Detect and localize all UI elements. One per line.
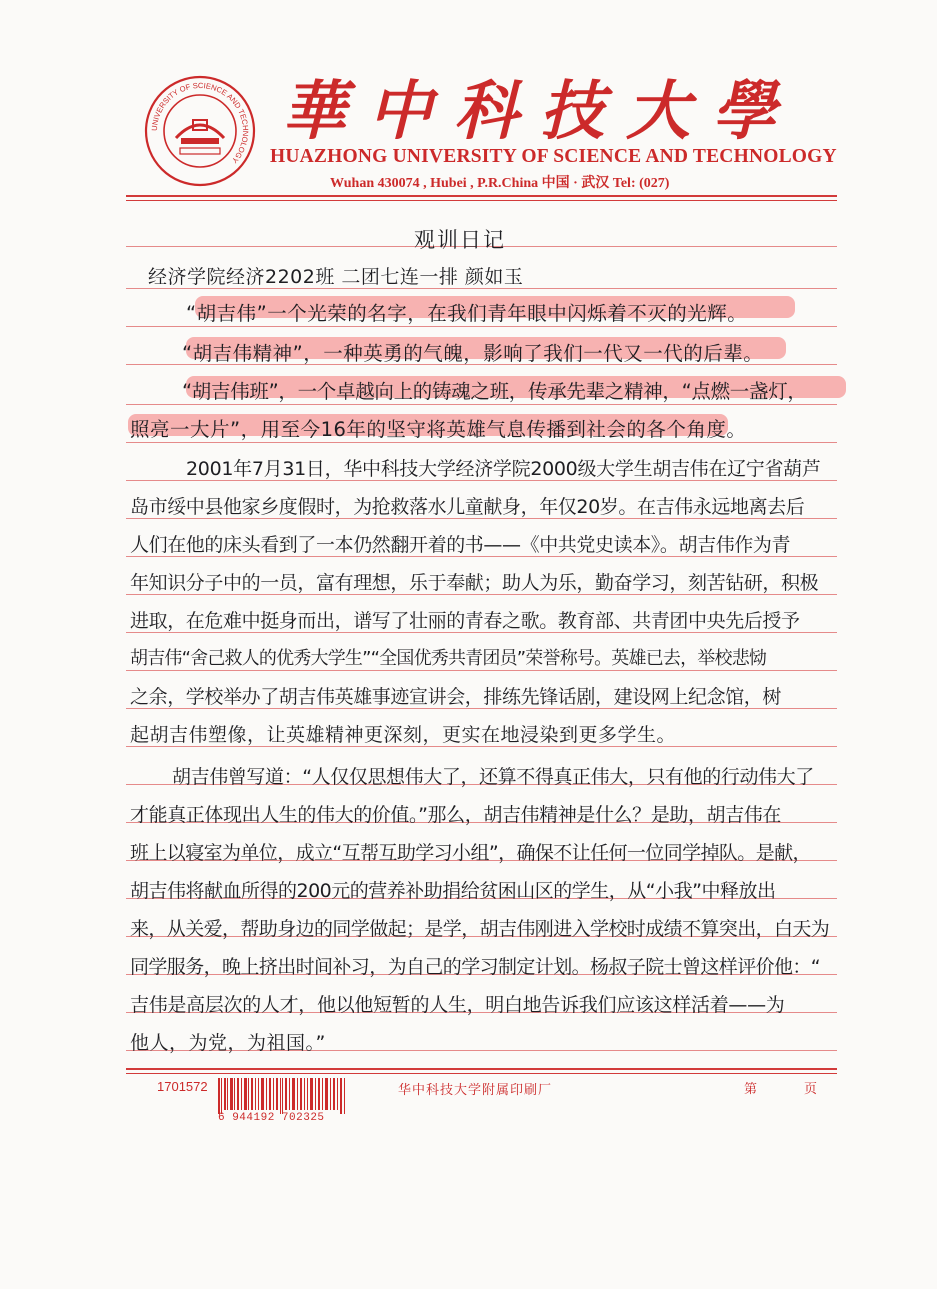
text-line: 来，从关爱，帮助身边的同学做起；是学，胡吉伟刚进入学校时成绩不算突出，白天为	[130, 918, 830, 940]
author-line: 经济学院经济2202班 二团七连一排 颜如玉	[148, 266, 524, 288]
university-name-cn: 華中科技大學	[282, 74, 798, 149]
header-rule	[126, 195, 837, 197]
seal-text: UNIVERSITY OF SCIENCE AND TECHNOLOGY	[149, 80, 251, 165]
text-line: 之余，学校举办了胡吉伟英雄事迹宣讲会，排练先锋话剧，建设网上纪念馆，树	[130, 686, 782, 708]
text-line: 同学服务，晚上挤出时间补习，为自己的学习制定计划。杨叔子院士曾这样评价他：“	[130, 956, 821, 978]
text-line: 他人，为党，为祖国。”	[130, 1032, 326, 1054]
text-line: 进取，在危难中挺身而出，谱写了壮丽的青春之歌。教育部、共青团中央先后授予	[130, 610, 800, 632]
text-line: 胡吉伟曾写道：“人仅仅思想伟大了，还算不得真正伟大，只有他的行动伟大了	[172, 766, 814, 788]
footer-rule-thin	[126, 1073, 837, 1074]
text-line: 人们在他的床头看到了一本仍然翻开着的书——《中共党史读本》。胡吉伟作为青	[130, 534, 791, 556]
printer-name: 华中科技大学附属印刷厂	[398, 1083, 553, 1098]
page-label-prefix: 第	[744, 1082, 758, 1097]
text-line: 2001年7月31日，华中科技大学经济学院2000级大学生胡吉伟在辽宁省葫芦	[186, 458, 821, 480]
text-line: 胡吉伟“舍己救人的优秀大学生”“全国优秀共青团员”荣誉称号。英雄已去，举校悲恸	[130, 648, 767, 669]
text-line: 班上以寝室为单位，成立“互帮互助学习小组”，确保不让任何一位同学掉队。是献，	[130, 842, 811, 864]
page-label-suffix: 页	[804, 1082, 818, 1097]
text-line: 起胡吉伟塑像，让英雄精神更深刻，更实在地浸染到更多学生。	[130, 724, 677, 746]
document-title: 观训日记	[414, 228, 506, 252]
ruled-line	[126, 326, 837, 327]
university-seal-icon	[143, 74, 257, 188]
text-line: 才能真正体现出人生的伟大的价值。”那么，胡吉伟精神是什么？是助，胡吉伟在	[130, 804, 781, 826]
text-line: 胡吉伟将献血所得的200元的营养补助捐给贫困山区的学生，从“小我”中释放出	[130, 880, 776, 902]
university-name-en: HUAZHONG UNIVERSITY OF SCIENCE AND TECHNOLOGY	[270, 146, 837, 167]
ruled-line	[126, 404, 837, 405]
ruled-line	[126, 442, 837, 443]
text-line: “胡吉伟班”，一个卓越向上的铸魂之班，传承先辈之精神，“点燃一盏灯，	[182, 380, 807, 403]
text-line: “胡吉伟”一个光荣的名字，在我们青年眼中闪烁着不灭的光辉。	[186, 302, 748, 325]
ruled-line	[126, 670, 837, 671]
footer-rule	[126, 1068, 837, 1070]
header-rule-thin	[126, 200, 837, 201]
text-line: 岛市绥中县他家乡度假时，为抢救落水儿童献身，年仅20岁。在吉伟永远地离去后	[130, 496, 805, 518]
barcode-icon	[218, 1078, 346, 1114]
text-line: 照亮一大片”，用至今16年的坚守将英雄气息传播到社会的各个角度。	[130, 418, 747, 441]
university-address: Wuhan 430074 , Hubei , P.R.China 中国 · 武汉 Tel: (027)	[330, 176, 670, 191]
barcode-number: 6 944192 702325	[218, 1112, 325, 1124]
serial-number: 1701572	[157, 1079, 208, 1094]
text-line: 吉伟是高层次的人才，他以他短暂的人生，明白地告诉我们应该这样活着——为	[130, 994, 785, 1016]
text-line: 年知识分子中的一员，富有理想，乐于奉献；助人为乐，勤奋学习，刻苦钻研，积极	[130, 572, 819, 594]
text-line: “胡吉伟精神”，一种英勇的气魄，影响了我们一代又一代的后辈。	[182, 342, 764, 365]
